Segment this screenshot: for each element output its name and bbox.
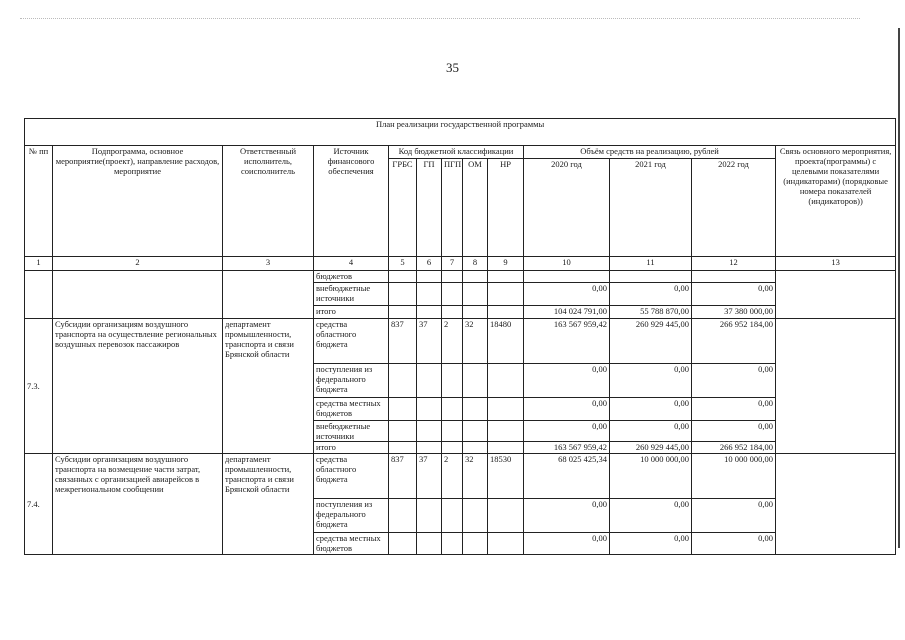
col-num: 7 <box>442 257 463 271</box>
col-num: 8 <box>463 257 488 271</box>
page-number: 35 <box>446 60 459 75</box>
value-2022: 0,00 <box>692 533 776 555</box>
value-2022: 0,00 <box>692 364 776 398</box>
header-om: ОМ <box>463 159 488 257</box>
header-link: Связь основного мероприятия, проекта(программы) с целевыми показателями (индикаторами) (порядковые номера показателей (индикаторов)) <box>776 146 896 257</box>
value-2020: 163 567 959,42 <box>524 319 610 364</box>
source-cell: внебюджетные источники <box>314 283 389 306</box>
value-2020: 0,00 <box>524 421 610 442</box>
col-num: 1 <box>25 257 53 271</box>
code-pgp: 2 <box>442 454 463 499</box>
code-np: 18530 <box>488 454 524 499</box>
header-budget-code: Код бюджетной классификации <box>389 146 524 159</box>
scan-noise-line <box>20 18 860 19</box>
source-cell: бюджетов <box>314 271 389 283</box>
value-2021: 0,00 <box>610 421 692 442</box>
col-num: 12 <box>692 257 776 271</box>
value-2022: 10 000 000,00 <box>692 454 776 499</box>
value-2020: 163 567 959,42 <box>524 442 610 454</box>
value-2021: 10 000 000,00 <box>610 454 692 499</box>
value-2020: 0,00 <box>524 398 610 421</box>
value-2020 <box>524 271 610 283</box>
value-2022: 0,00 <box>692 499 776 533</box>
value-2020: 68 025 425,34 <box>524 454 610 499</box>
source-cell: поступления из федерального бюджета <box>314 499 389 533</box>
source-cell: средства областного бюджета <box>314 319 389 364</box>
code-grbs: 837 <box>389 454 417 499</box>
value-2022: 0,00 <box>692 398 776 421</box>
table-row <box>25 271 896 283</box>
col-num: 13 <box>776 257 896 271</box>
header-np: НР <box>488 159 524 257</box>
value-2021: 0,00 <box>610 533 692 555</box>
source-cell: средства местных бюджетов <box>314 398 389 421</box>
table-row <box>25 319 896 364</box>
value-2022: 266 952 184,00 <box>692 442 776 454</box>
source-cell: поступления из федерального бюджета <box>314 364 389 398</box>
value-2020: 0,00 <box>524 283 610 306</box>
header-grbs: ГРБС <box>389 159 417 257</box>
col-num: 5 <box>389 257 417 271</box>
value-2022 <box>692 271 776 283</box>
header-2021: 2021 год <box>610 159 692 257</box>
header-responsible: Ответственный исполнитель, соисполнитель <box>223 146 314 257</box>
col-num: 6 <box>417 257 442 271</box>
value-2021: 260 929 445,00 <box>610 319 692 364</box>
col-num: 10 <box>524 257 610 271</box>
header-2022: 2022 год <box>692 159 776 257</box>
col-num: 9 <box>488 257 524 271</box>
source-cell: средства местных бюджетов <box>314 533 389 555</box>
header-no: № пп <box>25 146 53 257</box>
value-2022: 0,00 <box>692 283 776 306</box>
value-2021 <box>610 271 692 283</box>
item-number: 7.4. <box>25 454 53 555</box>
value-2021: 0,00 <box>610 364 692 398</box>
code-gp: 37 <box>417 319 442 364</box>
code-np: 18480 <box>488 319 524 364</box>
col-num: 11 <box>610 257 692 271</box>
item-number: 7.3. <box>25 319 53 454</box>
value-2020: 0,00 <box>524 364 610 398</box>
header-2020: 2020 год <box>524 159 610 257</box>
value-2021: 260 929 445,00 <box>610 442 692 454</box>
code-om: 32 <box>463 319 488 364</box>
value-2021: 55 788 870,00 <box>610 306 692 319</box>
col-num: 2 <box>53 257 223 271</box>
value-2020: 0,00 <box>524 499 610 533</box>
item-name: Субсидии организациям воздушного транспорта на возмещение части затрат, связанных с организацией авиарейсов в межрегиональном сообщении <box>53 454 223 555</box>
value-2020: 104 024 791,00 <box>524 306 610 319</box>
value-2022: 37 380 000,00 <box>692 306 776 319</box>
col-num: 4 <box>314 257 389 271</box>
header-pgp: ПГП <box>442 159 463 257</box>
value-2020: 0,00 <box>524 533 610 555</box>
header-subprogram: Подпрограмма, основное мероприятие(проект), направление расходов, мероприятие <box>53 146 223 257</box>
source-cell: внебюджетные источники <box>314 421 389 442</box>
header-gp: ГП <box>417 159 442 257</box>
value-2021: 0,00 <box>610 398 692 421</box>
table-title: План реализации государственной программы <box>25 119 896 146</box>
source-cell: итого <box>314 306 389 319</box>
value-2022: 0,00 <box>692 421 776 442</box>
scan-edge-line <box>898 28 900 548</box>
item-responsible: департамент промышленности, транспорта и связи Брянской области <box>223 319 314 454</box>
value-2021: 0,00 <box>610 283 692 306</box>
table-row <box>25 454 896 499</box>
value-2021: 0,00 <box>610 499 692 533</box>
program-plan-table <box>24 118 896 555</box>
header-source: Источник финансового обеспечения <box>314 146 389 257</box>
code-om: 32 <box>463 454 488 499</box>
code-gp: 37 <box>417 454 442 499</box>
header-volume: Объём средств на реализацию, рублей <box>524 146 776 159</box>
code-grbs: 837 <box>389 319 417 364</box>
col-num: 3 <box>223 257 314 271</box>
item-responsible: департамент промышленности, транспорта и связи Брянской области <box>223 454 314 555</box>
value-2022: 266 952 184,00 <box>692 319 776 364</box>
code-pgp: 2 <box>442 319 463 364</box>
source-cell: средства областного бюджета <box>314 454 389 499</box>
source-cell: итого <box>314 442 389 454</box>
item-name: Субсидии организациям воздушного транспорта на осуществление региональных воздушных перевозок пассажиров <box>53 319 223 454</box>
